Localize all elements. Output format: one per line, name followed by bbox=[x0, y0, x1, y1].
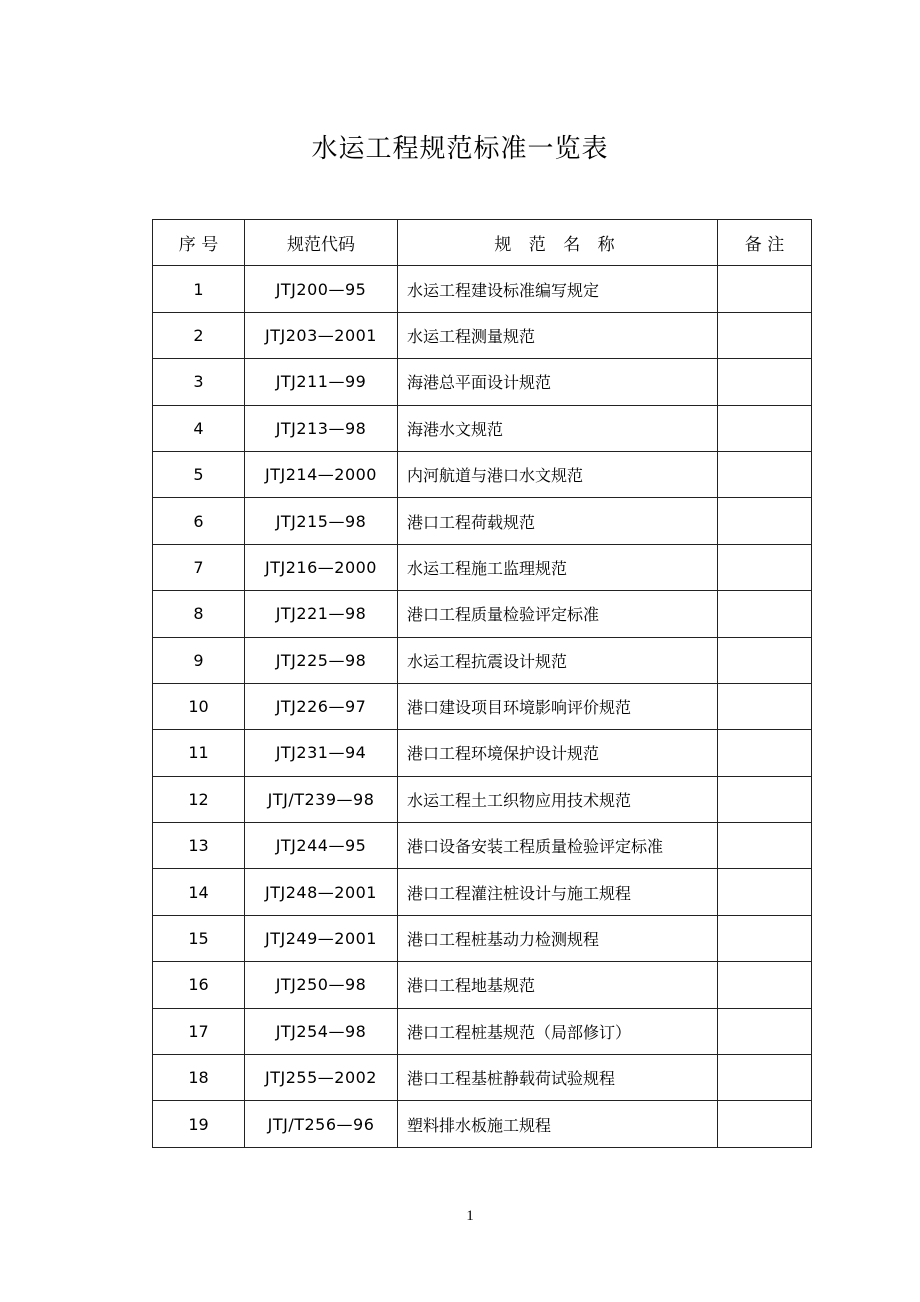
row-code: JTJ203—2001 bbox=[245, 312, 398, 358]
row-note bbox=[718, 730, 812, 776]
row-name: 水运工程建设标准编写规定 bbox=[398, 266, 718, 312]
table-row bbox=[153, 359, 812, 405]
row-note bbox=[718, 637, 812, 683]
row-code: JTJ/T239—98 bbox=[245, 776, 398, 822]
row-name: 港口工程桩基动力检测规程 bbox=[398, 915, 718, 961]
row-seq: 13 bbox=[153, 823, 245, 869]
row-name: 港口设备安装工程质量检验评定标准 bbox=[398, 823, 718, 869]
row-seq: 16 bbox=[153, 962, 245, 1008]
row-name: 水运工程施工监理规范 bbox=[398, 544, 718, 590]
row-name: 港口工程质量检验评定标准 bbox=[398, 591, 718, 637]
row-seq: 1 bbox=[153, 266, 245, 312]
header-seq: 序 号 bbox=[153, 220, 245, 266]
row-note bbox=[718, 823, 812, 869]
row-name: 海港总平面设计规范 bbox=[398, 359, 718, 405]
row-seq: 7 bbox=[153, 544, 245, 590]
row-code: JTJ214—2000 bbox=[245, 451, 398, 497]
table-row bbox=[153, 915, 812, 961]
row-code: JTJ249—2001 bbox=[245, 915, 398, 961]
row-seq: 10 bbox=[153, 683, 245, 729]
row-code: JTJ216—2000 bbox=[245, 544, 398, 590]
row-seq: 8 bbox=[153, 591, 245, 637]
row-seq: 3 bbox=[153, 359, 245, 405]
row-seq: 15 bbox=[153, 915, 245, 961]
row-code: JTJ225—98 bbox=[245, 637, 398, 683]
table-row bbox=[153, 823, 812, 869]
row-code: JTJ244—95 bbox=[245, 823, 398, 869]
row-seq: 9 bbox=[153, 637, 245, 683]
row-note bbox=[718, 266, 812, 312]
header-note: 备 注 bbox=[718, 220, 812, 266]
row-name: 港口工程基桩静载荷试验规程 bbox=[398, 1055, 718, 1101]
table-row bbox=[153, 776, 812, 822]
table-row bbox=[153, 637, 812, 683]
row-code: JTJ221—98 bbox=[245, 591, 398, 637]
row-note bbox=[718, 405, 812, 451]
table-header-row bbox=[153, 220, 812, 266]
row-code: JTJ200—95 bbox=[245, 266, 398, 312]
row-note bbox=[718, 451, 812, 497]
row-seq: 14 bbox=[153, 869, 245, 915]
table-row bbox=[153, 869, 812, 915]
standards-table bbox=[152, 219, 812, 1148]
row-note bbox=[718, 1055, 812, 1101]
row-code: JTJ250—98 bbox=[245, 962, 398, 1008]
row-name: 水运工程测量规范 bbox=[398, 312, 718, 358]
header-name: 规 范 名 称 bbox=[398, 220, 718, 266]
row-code: JTJ255—2002 bbox=[245, 1055, 398, 1101]
row-note bbox=[718, 312, 812, 358]
header-code: 规范代码 bbox=[245, 220, 398, 266]
table-row bbox=[153, 312, 812, 358]
table-row bbox=[153, 1055, 812, 1101]
row-note bbox=[718, 962, 812, 1008]
row-code: JTJ226—97 bbox=[245, 683, 398, 729]
row-note bbox=[718, 498, 812, 544]
row-seq: 19 bbox=[153, 1101, 245, 1147]
row-note bbox=[718, 1101, 812, 1147]
row-note bbox=[718, 359, 812, 405]
row-code: JTJ231—94 bbox=[245, 730, 398, 776]
table-body bbox=[153, 266, 812, 1147]
row-seq: 12 bbox=[153, 776, 245, 822]
row-note bbox=[718, 591, 812, 637]
row-seq: 2 bbox=[153, 312, 245, 358]
table-row bbox=[153, 544, 812, 590]
row-name: 内河航道与港口水文规范 bbox=[398, 451, 718, 497]
row-note bbox=[718, 1008, 812, 1054]
row-code: JTJ248—2001 bbox=[245, 869, 398, 915]
row-name: 港口工程地基规范 bbox=[398, 962, 718, 1008]
page-title: 水运工程规范标准一览表 bbox=[311, 134, 609, 164]
table-row bbox=[153, 405, 812, 451]
row-code: JTJ/T256—96 bbox=[245, 1101, 398, 1147]
row-code: JTJ215—98 bbox=[245, 498, 398, 544]
row-name: 港口工程桩基规范（局部修订） bbox=[398, 1008, 718, 1054]
row-code: JTJ254—98 bbox=[245, 1008, 398, 1054]
row-code: JTJ213—98 bbox=[245, 405, 398, 451]
row-seq: 4 bbox=[153, 405, 245, 451]
row-name: 水运工程抗震设计规范 bbox=[398, 637, 718, 683]
table-row bbox=[153, 730, 812, 776]
row-note bbox=[718, 683, 812, 729]
page-number: 1 bbox=[466, 1208, 474, 1224]
row-code: JTJ211—99 bbox=[245, 359, 398, 405]
row-seq: 5 bbox=[153, 451, 245, 497]
row-name: 水运工程土工织物应用技术规范 bbox=[398, 776, 718, 822]
table-row bbox=[153, 1008, 812, 1054]
row-seq: 6 bbox=[153, 498, 245, 544]
row-name: 港口工程荷载规范 bbox=[398, 498, 718, 544]
row-note bbox=[718, 544, 812, 590]
row-seq: 18 bbox=[153, 1055, 245, 1101]
row-name: 港口工程环境保护设计规范 bbox=[398, 730, 718, 776]
table-row bbox=[153, 683, 812, 729]
table-row bbox=[153, 498, 812, 544]
row-seq: 17 bbox=[153, 1008, 245, 1054]
table-row bbox=[153, 1101, 812, 1147]
table-row bbox=[153, 591, 812, 637]
row-name: 港口工程灌注桩设计与施工规程 bbox=[398, 869, 718, 915]
table-row bbox=[153, 962, 812, 1008]
row-note bbox=[718, 869, 812, 915]
row-note bbox=[718, 776, 812, 822]
table-row bbox=[153, 451, 812, 497]
row-note bbox=[718, 915, 812, 961]
row-name: 港口建设项目环境影响评价规范 bbox=[398, 683, 718, 729]
table-row bbox=[153, 266, 812, 312]
row-name: 海港水文规范 bbox=[398, 405, 718, 451]
row-seq: 11 bbox=[153, 730, 245, 776]
row-name: 塑料排水板施工规程 bbox=[398, 1101, 718, 1147]
